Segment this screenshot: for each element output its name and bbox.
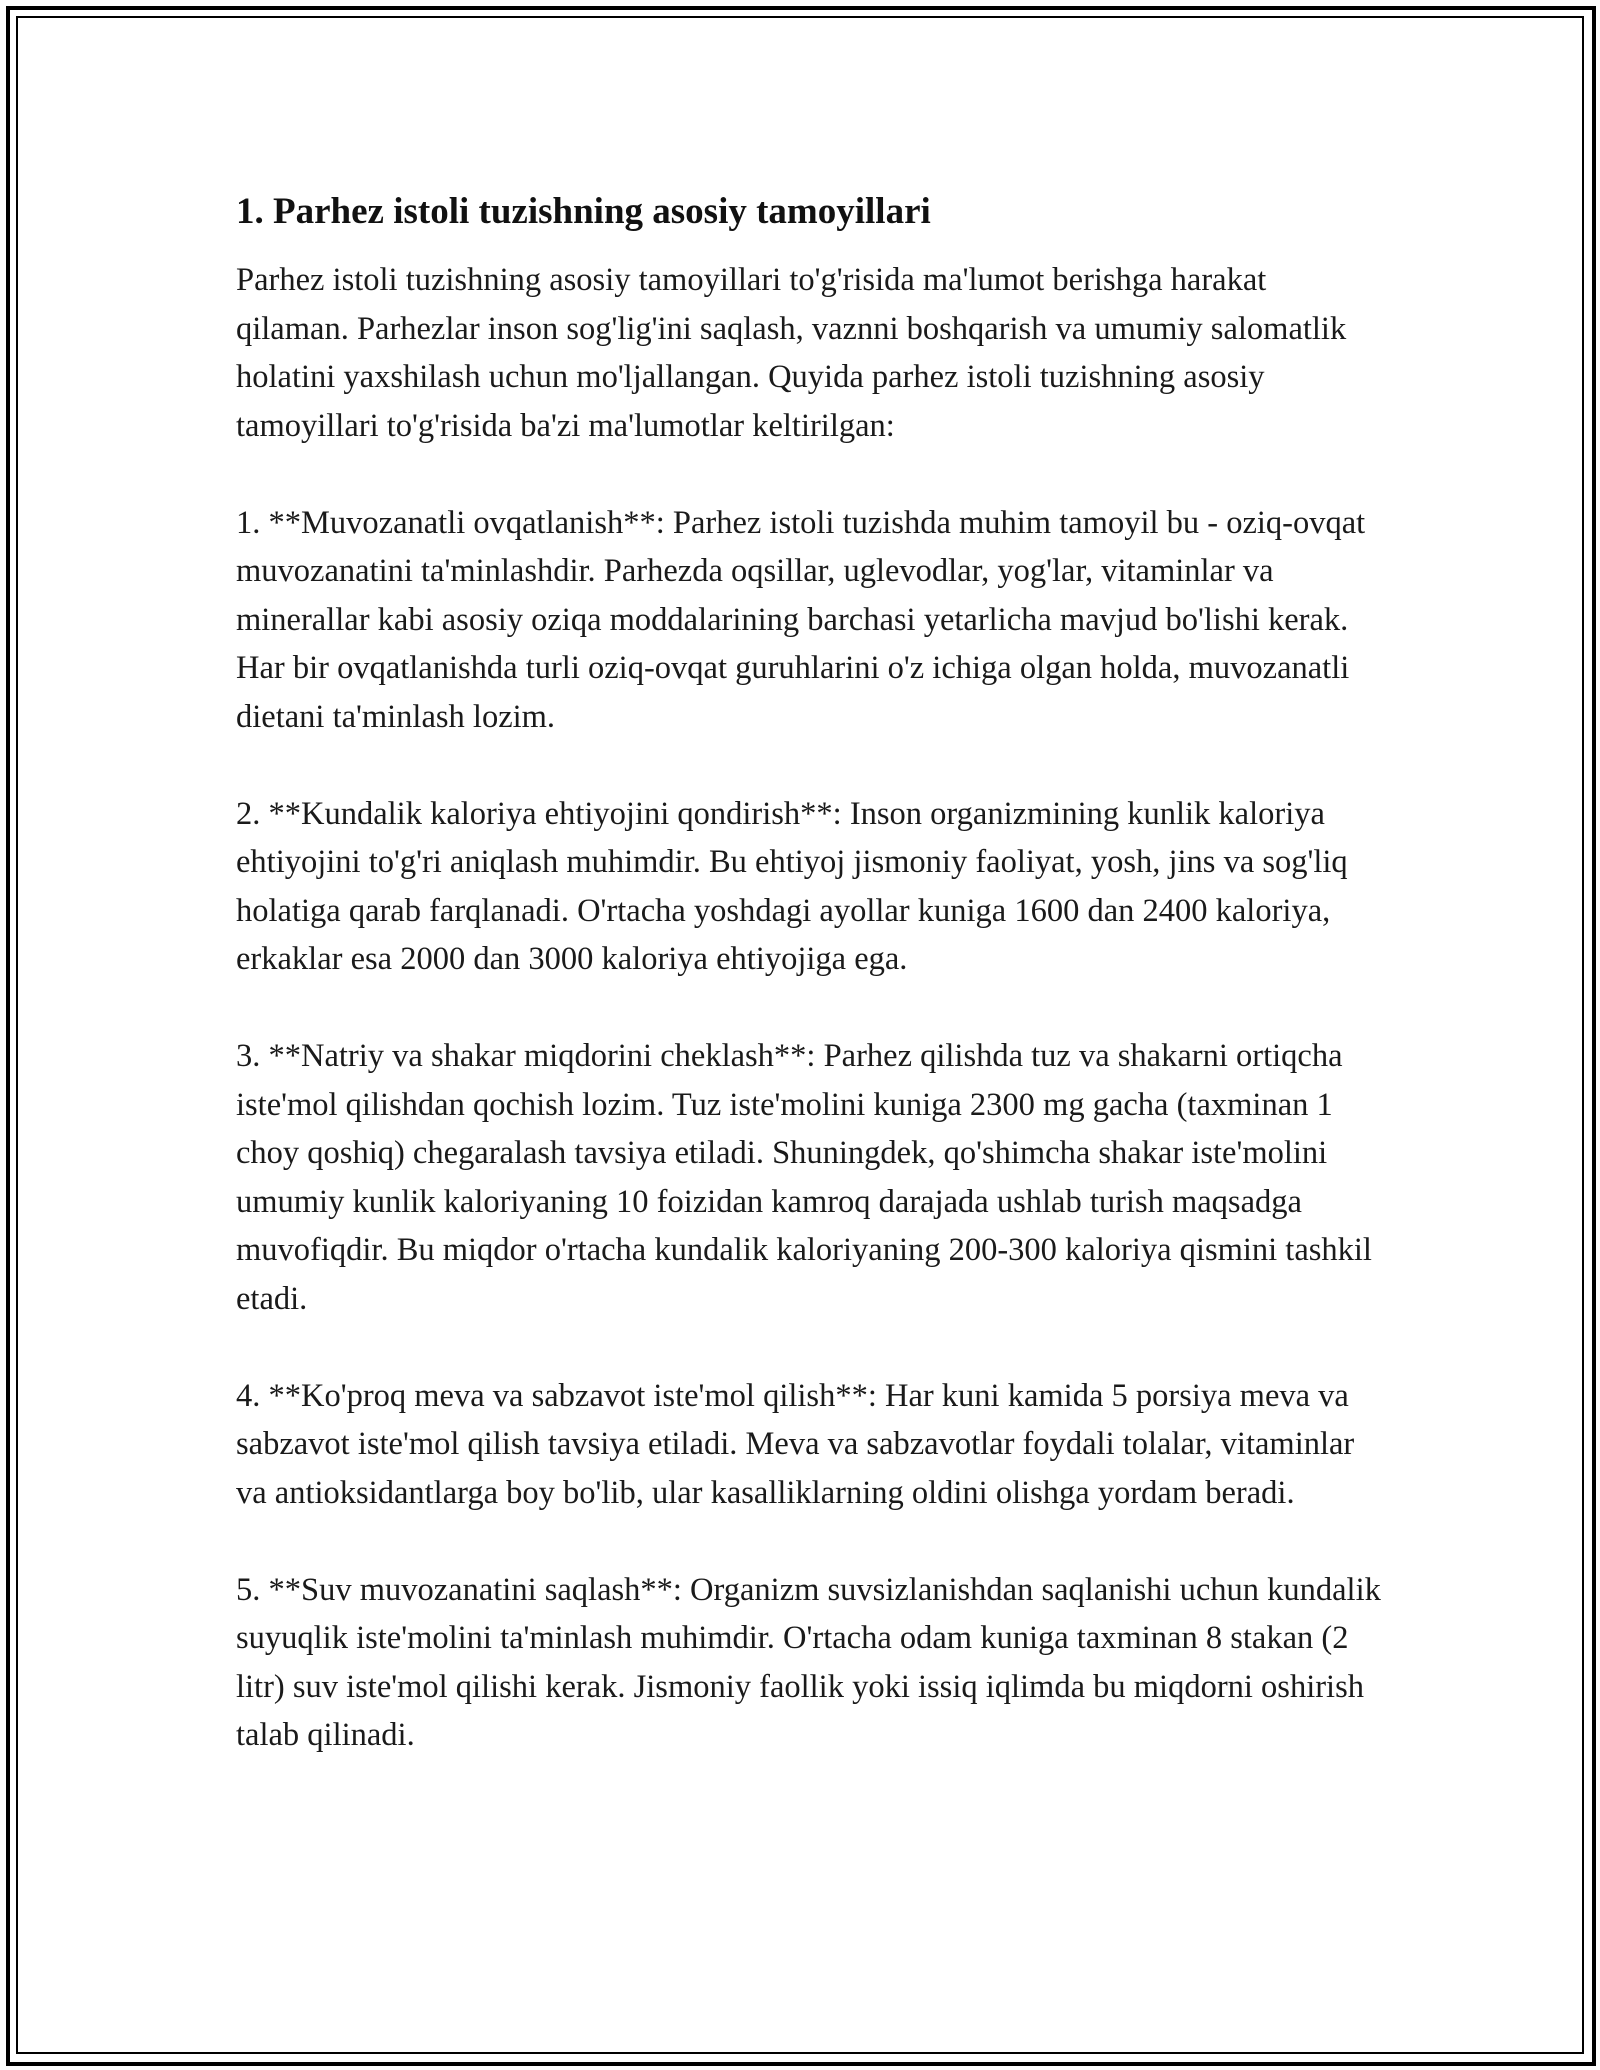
paragraph-sodium-sugar: 3. **Natriy va shakar miqdorini cheklash**: Parhez qilishda tuz va shakarni ortiqcha iste'mol qilishdan qochish lozim. Tuz iste'molini kuniga 2300 mg gacha (taxminan 1 choy qoshiq) chegaralash tavsiya etiladi. Shuningdek, qo'shimcha shakar iste'molini umumiy kunlik kaloriyaning 10 foizidan kamroq darajada ushlab turish maqsadga muvofiqdir. Bu miqdor o'rtacha kundalik kaloriyaning 200-300 kaloriya qismini tashkil etadi.	[236, 1038, 1372, 1317]
paragraph-fruits-vegetables: 4. **Ko'proq meva va sabzavot iste'mol qilish**: Har kuni kamida 5 porsiya meva va sabzavot iste'mol qilish tavsiya etiladi. Meva va sabzavotlar foydali tolalar, vitaminlar va antioksidantlarga boy bo'lib, ular kasalliklarning oldini olishga yordam beradi.	[236, 1377, 1355, 1511]
paragraph-balanced-nutrition: 1. **Muvozanatli ovqatlanish**: Parhez istoli tuzishda muhim tamoyil bu - oziq-ovqat muvozanatini ta'minlashdir. Parhezda oqsillar, uglevodlar, yog'lar, vitaminlar va minerallar kabi asosiy oziqa moddalarining barchasi yetarlicha mavjud bo'lishi kerak. Har bir ovqatlanishda turli oziq-ovqat guruhlarini o'z ichiga olgan holda, muvozanatli dietani ta'minlash lozim.	[236, 504, 1366, 735]
document-body	[236, 188, 1386, 1808]
page-title: 1. Parhez istoli tuzishning asosiy tamoyillari	[236, 191, 931, 232]
paragraph-water-balance: 5. **Suv muvozanatini saqlash**: Organizm suvsizlanishdan saqlanishi uchun kundalik suyuqlik iste'molini ta'minlash muhimdir. O'rtacha odam kuniga taxminan 8 stakan (2 litr) suv iste'mol qilishi kerak. Jismoniy faollik yoki issiq iqlimda bu miqdorni oshirish talab qilinadi.	[236, 1571, 1381, 1753]
paragraph-daily-calories: 2. **Kundalik kaloriya ehtiyojini qondirish**: Inson organizmining kunlik kaloriya ehtiyojini to'g'ri aniqlash muhimdir. Bu ehtiyoj jismoniy faoliyat, yosh, jins va sog'liq holatiga qarab farqlanadi. O'rtacha yoshdagi ayollar kuniga 1600 dan 2400 kaloriya, erkaklar esa 2000 dan 3000 kaloriya ehtiyojiga ega.	[236, 795, 1348, 977]
intro-paragraph: Parhez istoli tuzishning asosiy tamoyillari to'g'risida ma'lumot berishga harakat qilaman. Parhezlar inson sog'lig'ini saqlash, vaznni boshqarish va umumiy salomatlik holatini yaxshilash uchun mo'ljallangan. Quyida parhez istoli tuzishning asosiy tamoyillari to'g'risida ba'zi ma'lumotlar keltirilgan:	[236, 262, 1347, 444]
